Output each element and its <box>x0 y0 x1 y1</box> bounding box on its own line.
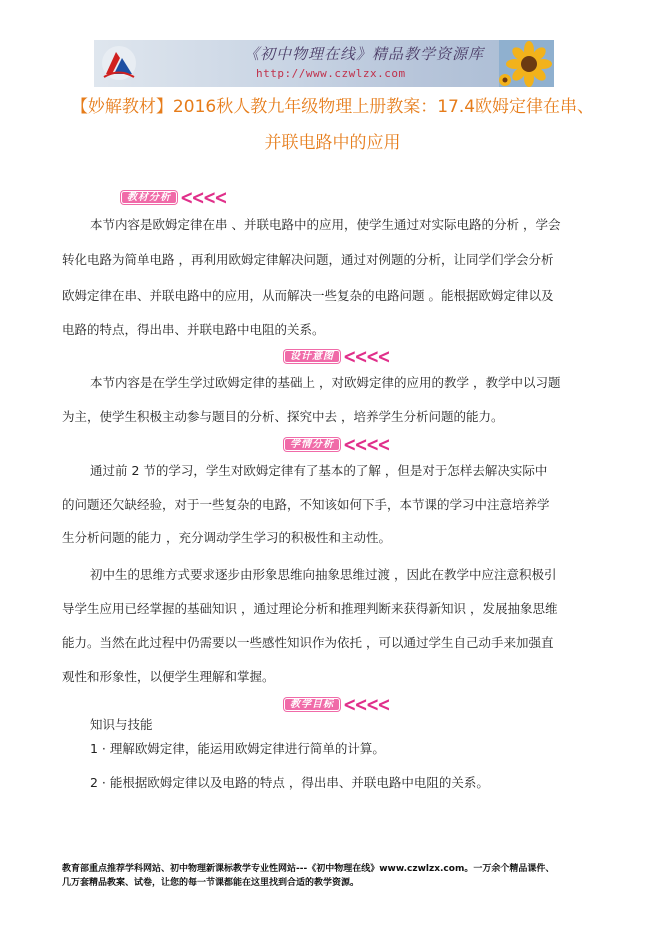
section-label: 学情分析 <box>284 438 340 451</box>
list-item: 1 · 理解欧姆定律，能运用欧姆定律进行简单的计算。 <box>90 741 385 756</box>
section-tag-teaching-goals <box>284 693 389 716</box>
page-footer <box>62 862 622 890</box>
banner-title: 《初中物理在线》精品教学资源库 <box>244 45 485 63</box>
chevrons-icon: <<<< <box>343 433 389 456</box>
paragraph-line: 初中生的思维方式要求逐步由形象思维向抽象思维过渡 ，因此在教学中应注意积极引 <box>90 567 557 582</box>
title-line-2: 并联电路中的应用 <box>264 133 401 153</box>
section-label: 教学目标 <box>284 698 340 711</box>
paragraph-line: 本节内容是在学生学过欧姆定律的基础上 ，对欧姆定律的应用的教学 ，教学中以习题 <box>90 375 561 390</box>
site-logo-icon <box>100 44 138 82</box>
section-label: 设计意图 <box>284 350 340 363</box>
section-tag-learner-analysis <box>284 433 389 456</box>
sunflower-icon <box>499 40 554 87</box>
banner-url[interactable]: http://www.czwlzx.com <box>256 67 406 80</box>
footer-line-2: 几万套精品教案、试卷，让您的每一节课都能在这里找到合适的教学资源。 <box>62 878 360 888</box>
section-tag-design-intent <box>284 345 389 368</box>
header-banner <box>94 40 554 87</box>
title-line-1: 【妙解教材】2016秋人教九年级物理上册教案：17.4欧姆定律在串、 <box>70 97 595 117</box>
paragraph-line: 观性和形象性，以便学生理解和掌握。 <box>62 669 275 684</box>
paragraph-line: 能力。当然在此过程中仍需要以一些感性知识作为依托 ，可以通过学生自己动手来加强直 <box>62 635 554 650</box>
paragraph-line: 导学生应用已经掌握的基础知识 ，通过理论分析和推理判断来获得新知识 ，发展抽象思维 <box>62 601 558 616</box>
paragraph-line: 为主，使学生积极主动参与题目的分析、探究中去 ，培养学生分析问题的能力。 <box>62 409 504 424</box>
paragraph-line: 的问题还欠缺经验，对于一些复杂的电路，不知该如何下手，本节课的学习中注意培养学 <box>62 497 550 512</box>
chevrons-icon: <<<< <box>343 345 389 368</box>
footer-line-1: 教育部重点推荐学科网站、初中物理新课标教学专业性网站---《初中物理在线》www.czwlzx.com。一万余个精品课件、 <box>62 864 555 874</box>
paragraph-line: 欧姆定律在串、并联电路中的应用，从而解决一些复杂的电路问题 。能根据欧姆定律以及 <box>62 288 554 303</box>
paragraph-line: 通过前 2 节的学习，学生对欧姆定律有了基本的了解 ，但是对于怎样去解决实际中 <box>90 463 548 478</box>
paragraph-line: 电路的特点，得出串、并联电路中电阻的关系。 <box>62 322 325 337</box>
chevrons-icon: <<<< <box>343 693 389 716</box>
paragraph-line: 转化电路为简单电路 ，再利用欧姆定律解决问题，通过对例题的分析，让同学们学会分析 <box>62 252 554 267</box>
list-item: 2 · 能根据欧姆定律以及电路的特点 ，得出串、并联电路中电阻的关系。 <box>90 775 489 790</box>
subsection-heading: 知识与技能 <box>90 717 153 732</box>
section-label: 教材分析 <box>121 191 177 204</box>
section-tag-textbook-analysis <box>121 186 226 209</box>
paragraph-line: 本节内容是欧姆定律在串 、并联电路中的应用，使学生通过对实际电路的分析 ，学会 <box>90 217 561 232</box>
chevrons-icon: <<<< <box>180 186 226 209</box>
paragraph-line: 生分析问题的能力 ，充分调动学生学习的积极性和主动性。 <box>62 530 391 545</box>
